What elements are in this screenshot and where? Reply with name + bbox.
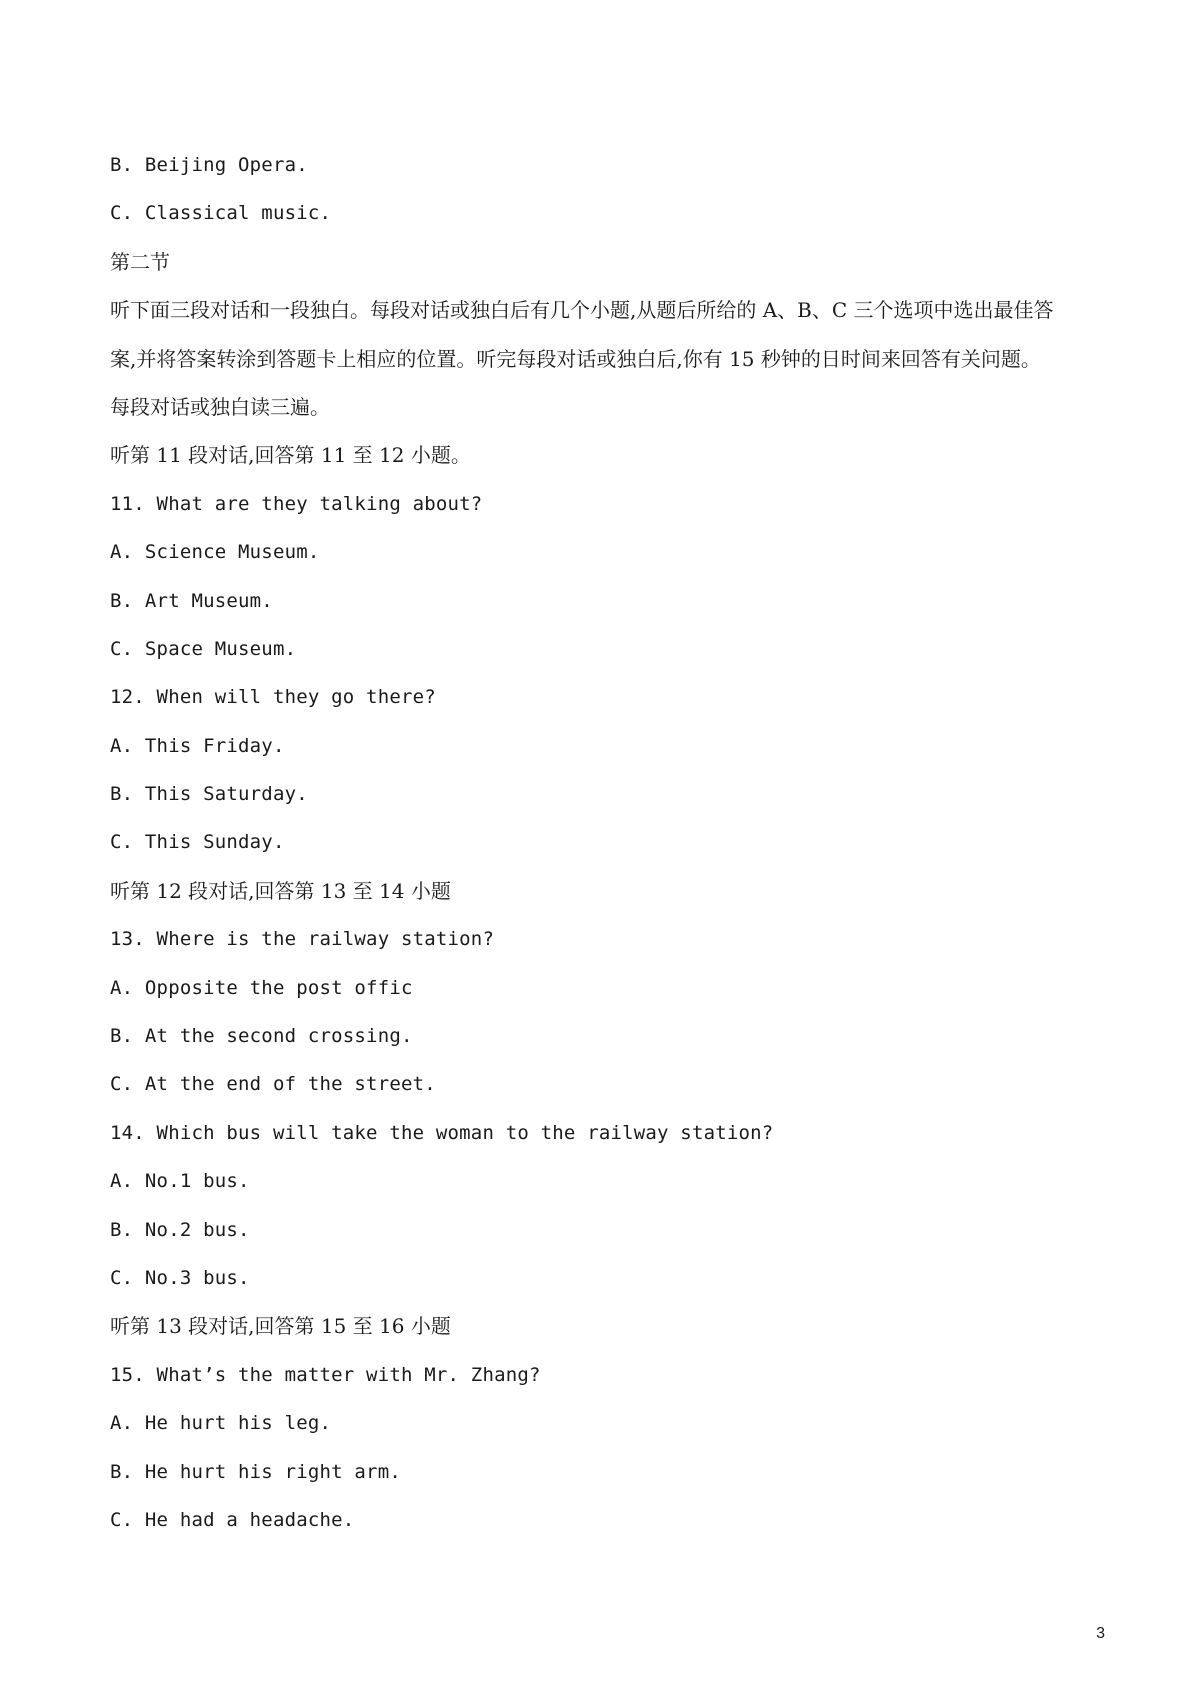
dialogue-heading: 听第 11 段对话,回答第 11 至 12 小题。 [110,443,471,468]
section-heading: 第二节 [110,249,170,274]
option-line: B. Art Museum. [110,589,273,612]
option-line: A. He hurt his leg. [110,1412,332,1435]
instruction-line: 案,并将答案转涂到答题卡上相应的位置。听完每段对话或独白后,你有 15 秒钟的日时间来回答有关问题。 [110,346,1041,371]
option-line: B. At the second crossing. [110,1025,413,1048]
option-line: C. No.3 bus. [110,1266,250,1289]
option-line: C. Space Museum. [110,637,297,660]
option-line: C. This Sunday. [110,831,285,854]
option-line: A. No.1 bus. [110,1170,250,1193]
option-line: C. Classical music. [110,202,332,225]
option-line: A. This Friday. [110,734,285,757]
option-line: B. He hurt his right arm. [110,1460,401,1483]
document-body [110,154,1100,1557]
option-line: A. Opposite the post offic [110,976,413,999]
option-line: A. Science Museum. [110,541,320,564]
option-line: C. He had a headache. [110,1508,355,1531]
question-line: 13. Where is the railway station? [110,928,495,951]
option-line: C. At the end of the street. [110,1073,436,1096]
question-line: 15. What’s the matter with Mr. Zhang? [110,1363,541,1386]
page-number: 3 [1096,1625,1105,1642]
instruction-line: 每段对话或独白读三遍。 [110,394,330,419]
dialogue-heading: 听第 12 段对话,回答第 13 至 14 小题 [110,878,451,903]
dialogue-heading: 听第 13 段对话,回答第 15 至 16 小题 [110,1314,451,1339]
question-line: 12. When will they go there? [110,686,436,709]
question-line: 14. Which bus will take the woman to the railway station? [110,1121,774,1144]
option-line: B. No.2 bus. [110,1218,250,1241]
option-line: B. This Saturday. [110,783,308,806]
instruction-line: 听下面三段对话和一段独白。每段对话或独白后有几个小题,从题后所给的 A、B、C 三个选项中选出最佳答 [110,298,1054,323]
question-line: 11. What are they talking about? [110,492,483,515]
option-line: B. Beijing Opera. [110,154,308,176]
